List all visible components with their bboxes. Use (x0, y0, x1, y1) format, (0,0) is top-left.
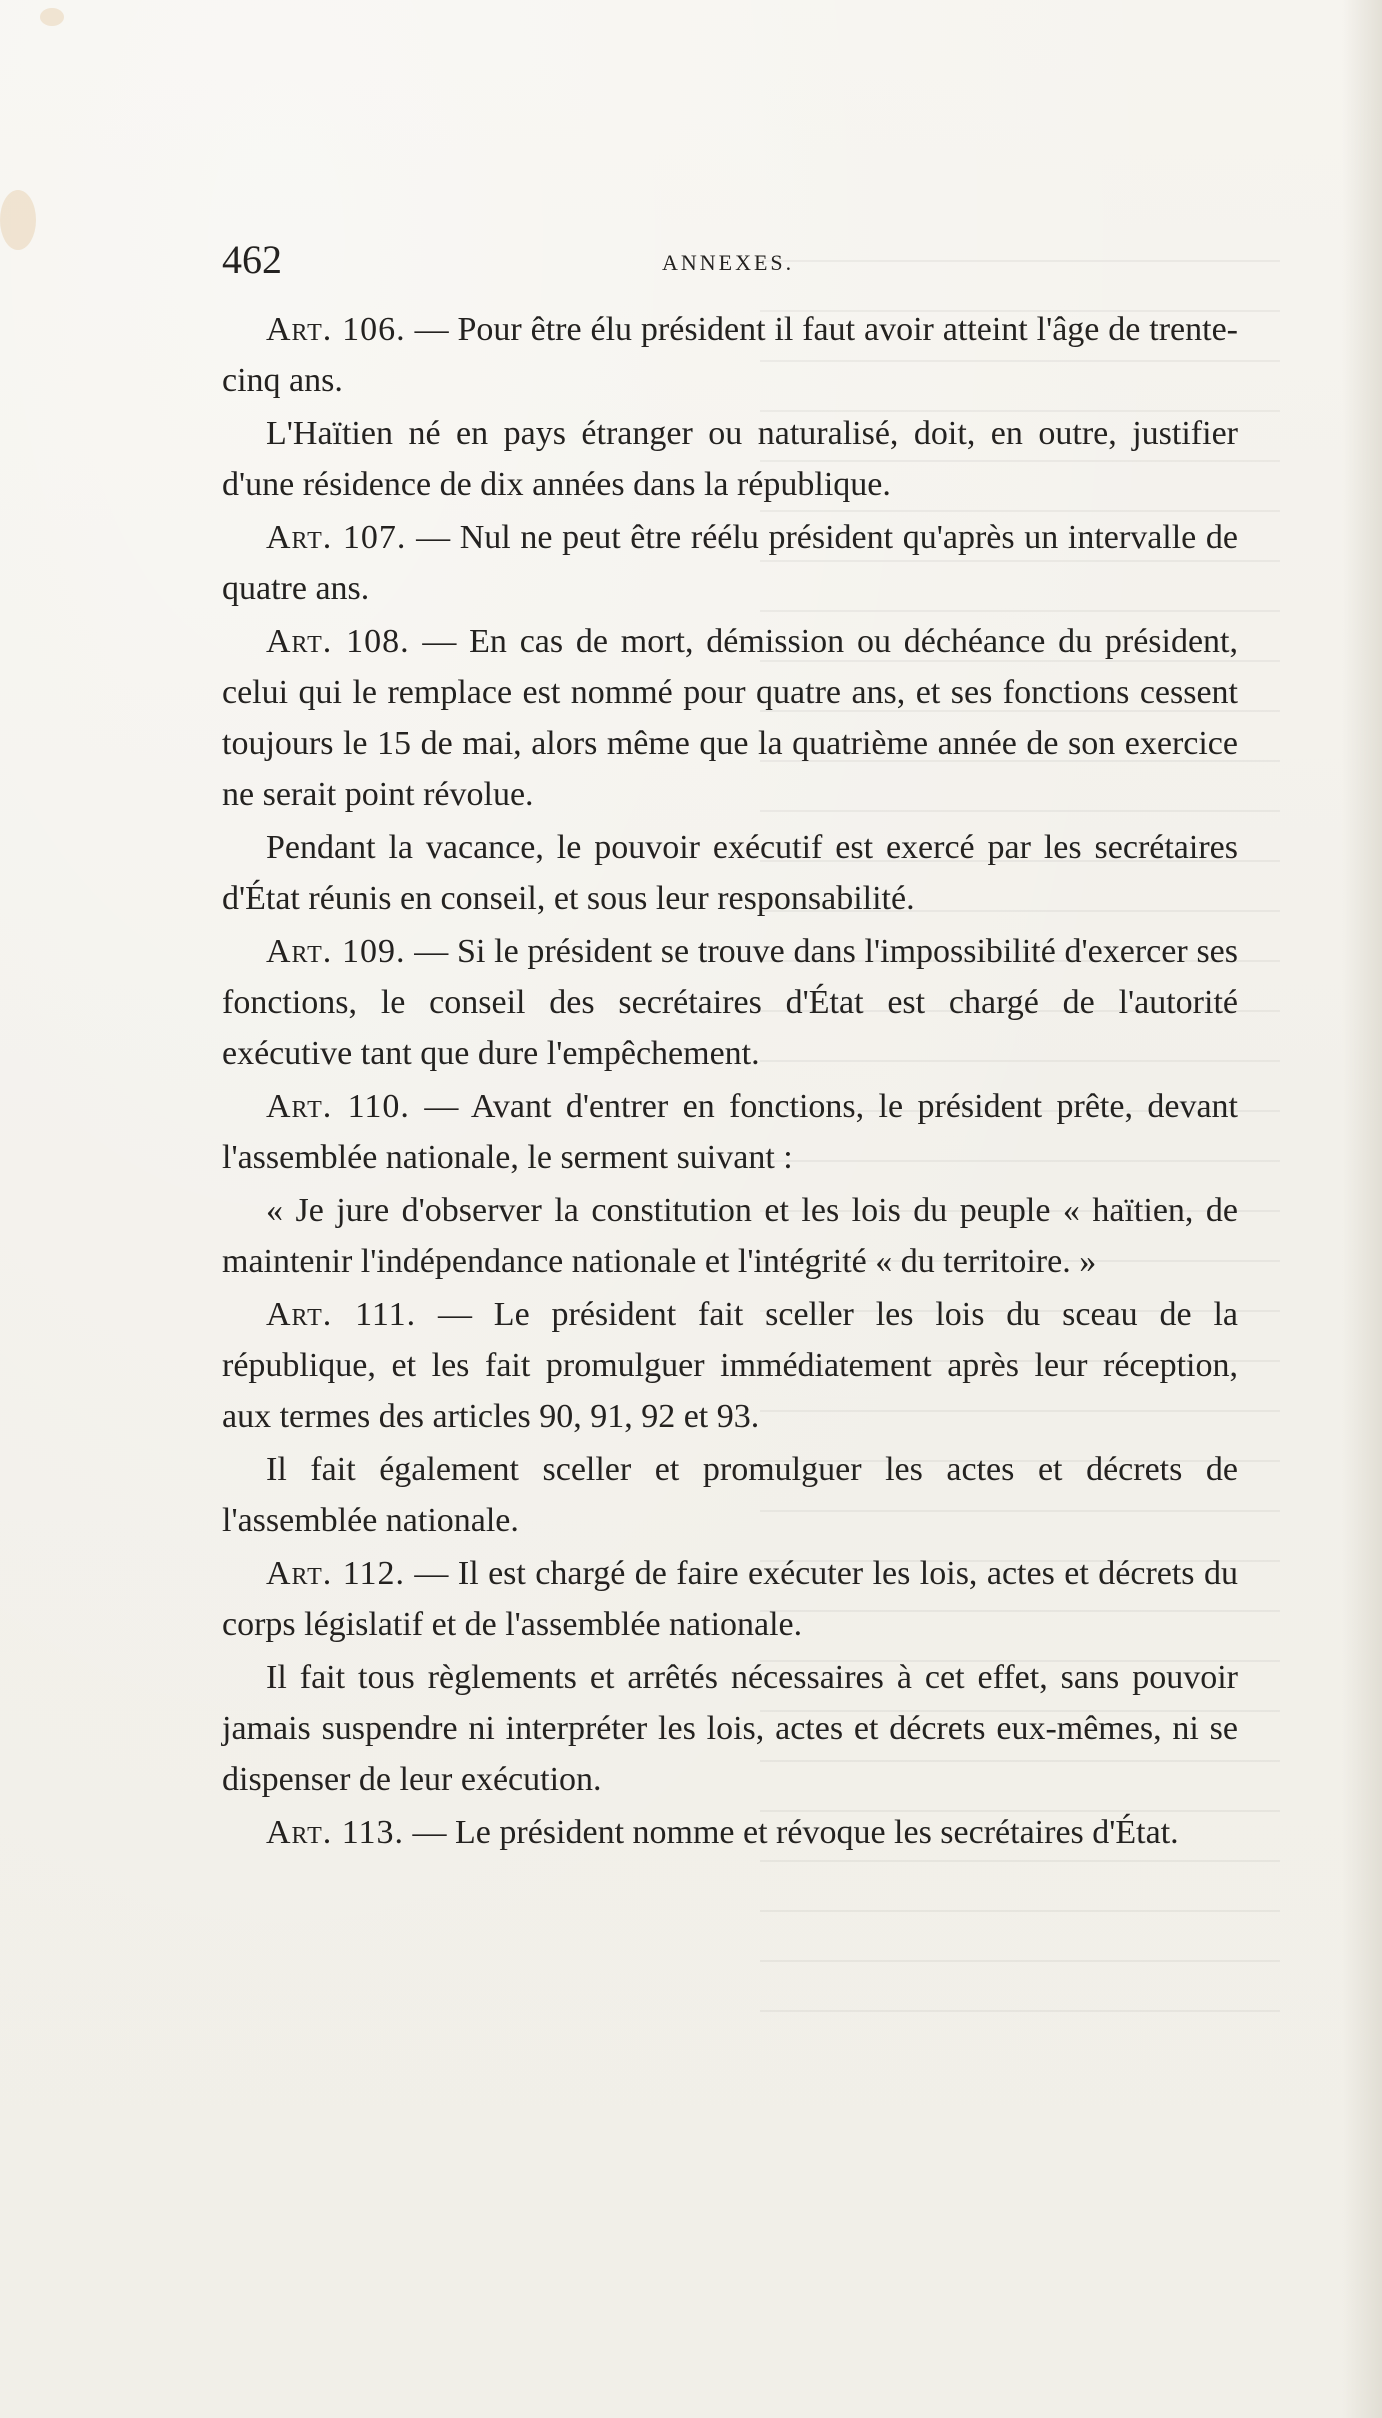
page-number: 462 (222, 237, 282, 282)
oath-quote (222, 1185, 1238, 1287)
paragraph (222, 512, 1238, 614)
article-number: Art. 111. (266, 1296, 417, 1333)
paragraph-text: — Pour être élu président il faut avoir atteint l'âge de trente-cinq ans. (222, 311, 1238, 399)
article-number: Art. 110. (266, 1088, 410, 1125)
paragraph (222, 1289, 1238, 1442)
paragraph (222, 822, 1238, 924)
paragraph (222, 1548, 1238, 1650)
paragraph-text: « Je jure d'observer la constitution et les lois du peuple « haïtien, de maintenir l'indépendance nationale et l'intégrité « du territoire. » (222, 1192, 1238, 1280)
article-number: Art. 109. (266, 933, 406, 970)
paragraph-text: — Nul ne peut être réélu président qu'après un intervalle de quatre ans. (222, 519, 1239, 607)
paragraph-text: Pendant la vacance, le pouvoir exécutif est exercé par les secrétaires d'État réunis en conseil, et sous leur responsabilité. (222, 829, 1238, 917)
paragraph (222, 1807, 1238, 1858)
article-number: Art. 113. (266, 1814, 405, 1851)
paragraph (222, 304, 1238, 406)
article-text-block (222, 304, 1238, 1860)
running-head: ANNEXES. (662, 250, 795, 275)
paragraph (222, 1444, 1238, 1546)
paragraph-text: — Le président nomme et révoque les secrétaires d'État. (404, 1814, 1179, 1851)
paragraph-text: — Si le président se trouve dans l'impossibilité d'exercer ses fonctions, le conseil des secrétaires d'État est chargé de l'autorité exécutive tant que dure l'empêchement. (222, 933, 1238, 1072)
article-number: Art. 112. (266, 1555, 405, 1592)
paragraph-text: — Il est chargé de faire exécuter les lois, actes et décrets du corps législatif et de l'assemblée nationale. (222, 1555, 1238, 1643)
paragraph (222, 1652, 1238, 1805)
page-edge-shadow (1342, 0, 1382, 2418)
paragraph (222, 1081, 1238, 1183)
paragraph-text: — En cas de mort, démission ou déchéance du président, celui qui le remplace est nommé pour quatre ans, et ses fonctions cessent toujours le 15 de mai, alors même que la quatrième année de son exercice ne serait point révolue. (222, 623, 1239, 813)
paragraph-text: Il fait également sceller et promulguer les actes et décrets de l'assemblée nationale. (222, 1451, 1238, 1539)
paragraph-text: L'Haïtien né en pays étranger ou naturalisé, doit, en outre, justifier d'une résidence de dix années dans la république. (222, 415, 1238, 503)
paper-stain (0, 190, 36, 250)
paragraph (222, 408, 1238, 510)
page-header (222, 236, 1238, 292)
article-number: Art. 107. (266, 519, 407, 556)
article-number: Art. 108. (266, 623, 410, 660)
paragraph-text: Il fait tous règlements et arrêtés nécessaires à cet effet, sans pouvoir jamais suspendre ni interpréter les lois, actes et décrets eux-mêmes, ni se dispenser de leur exécution. (222, 1659, 1238, 1798)
paragraph (222, 926, 1238, 1079)
article-number: Art. 106. (266, 311, 406, 348)
paragraph-text: — Le président fait sceller les lois du sceau de la république, et les fait promulguer immédiatement après leur réception, aux termes des articles 90, 91, 92 et 93. (222, 1296, 1238, 1435)
paper-stain (40, 8, 64, 26)
paragraph-text: — Avant d'entrer en fonctions, le président prête, devant l'assemblée nationale, le serment suivant : (222, 1088, 1238, 1176)
paragraph (222, 616, 1238, 820)
